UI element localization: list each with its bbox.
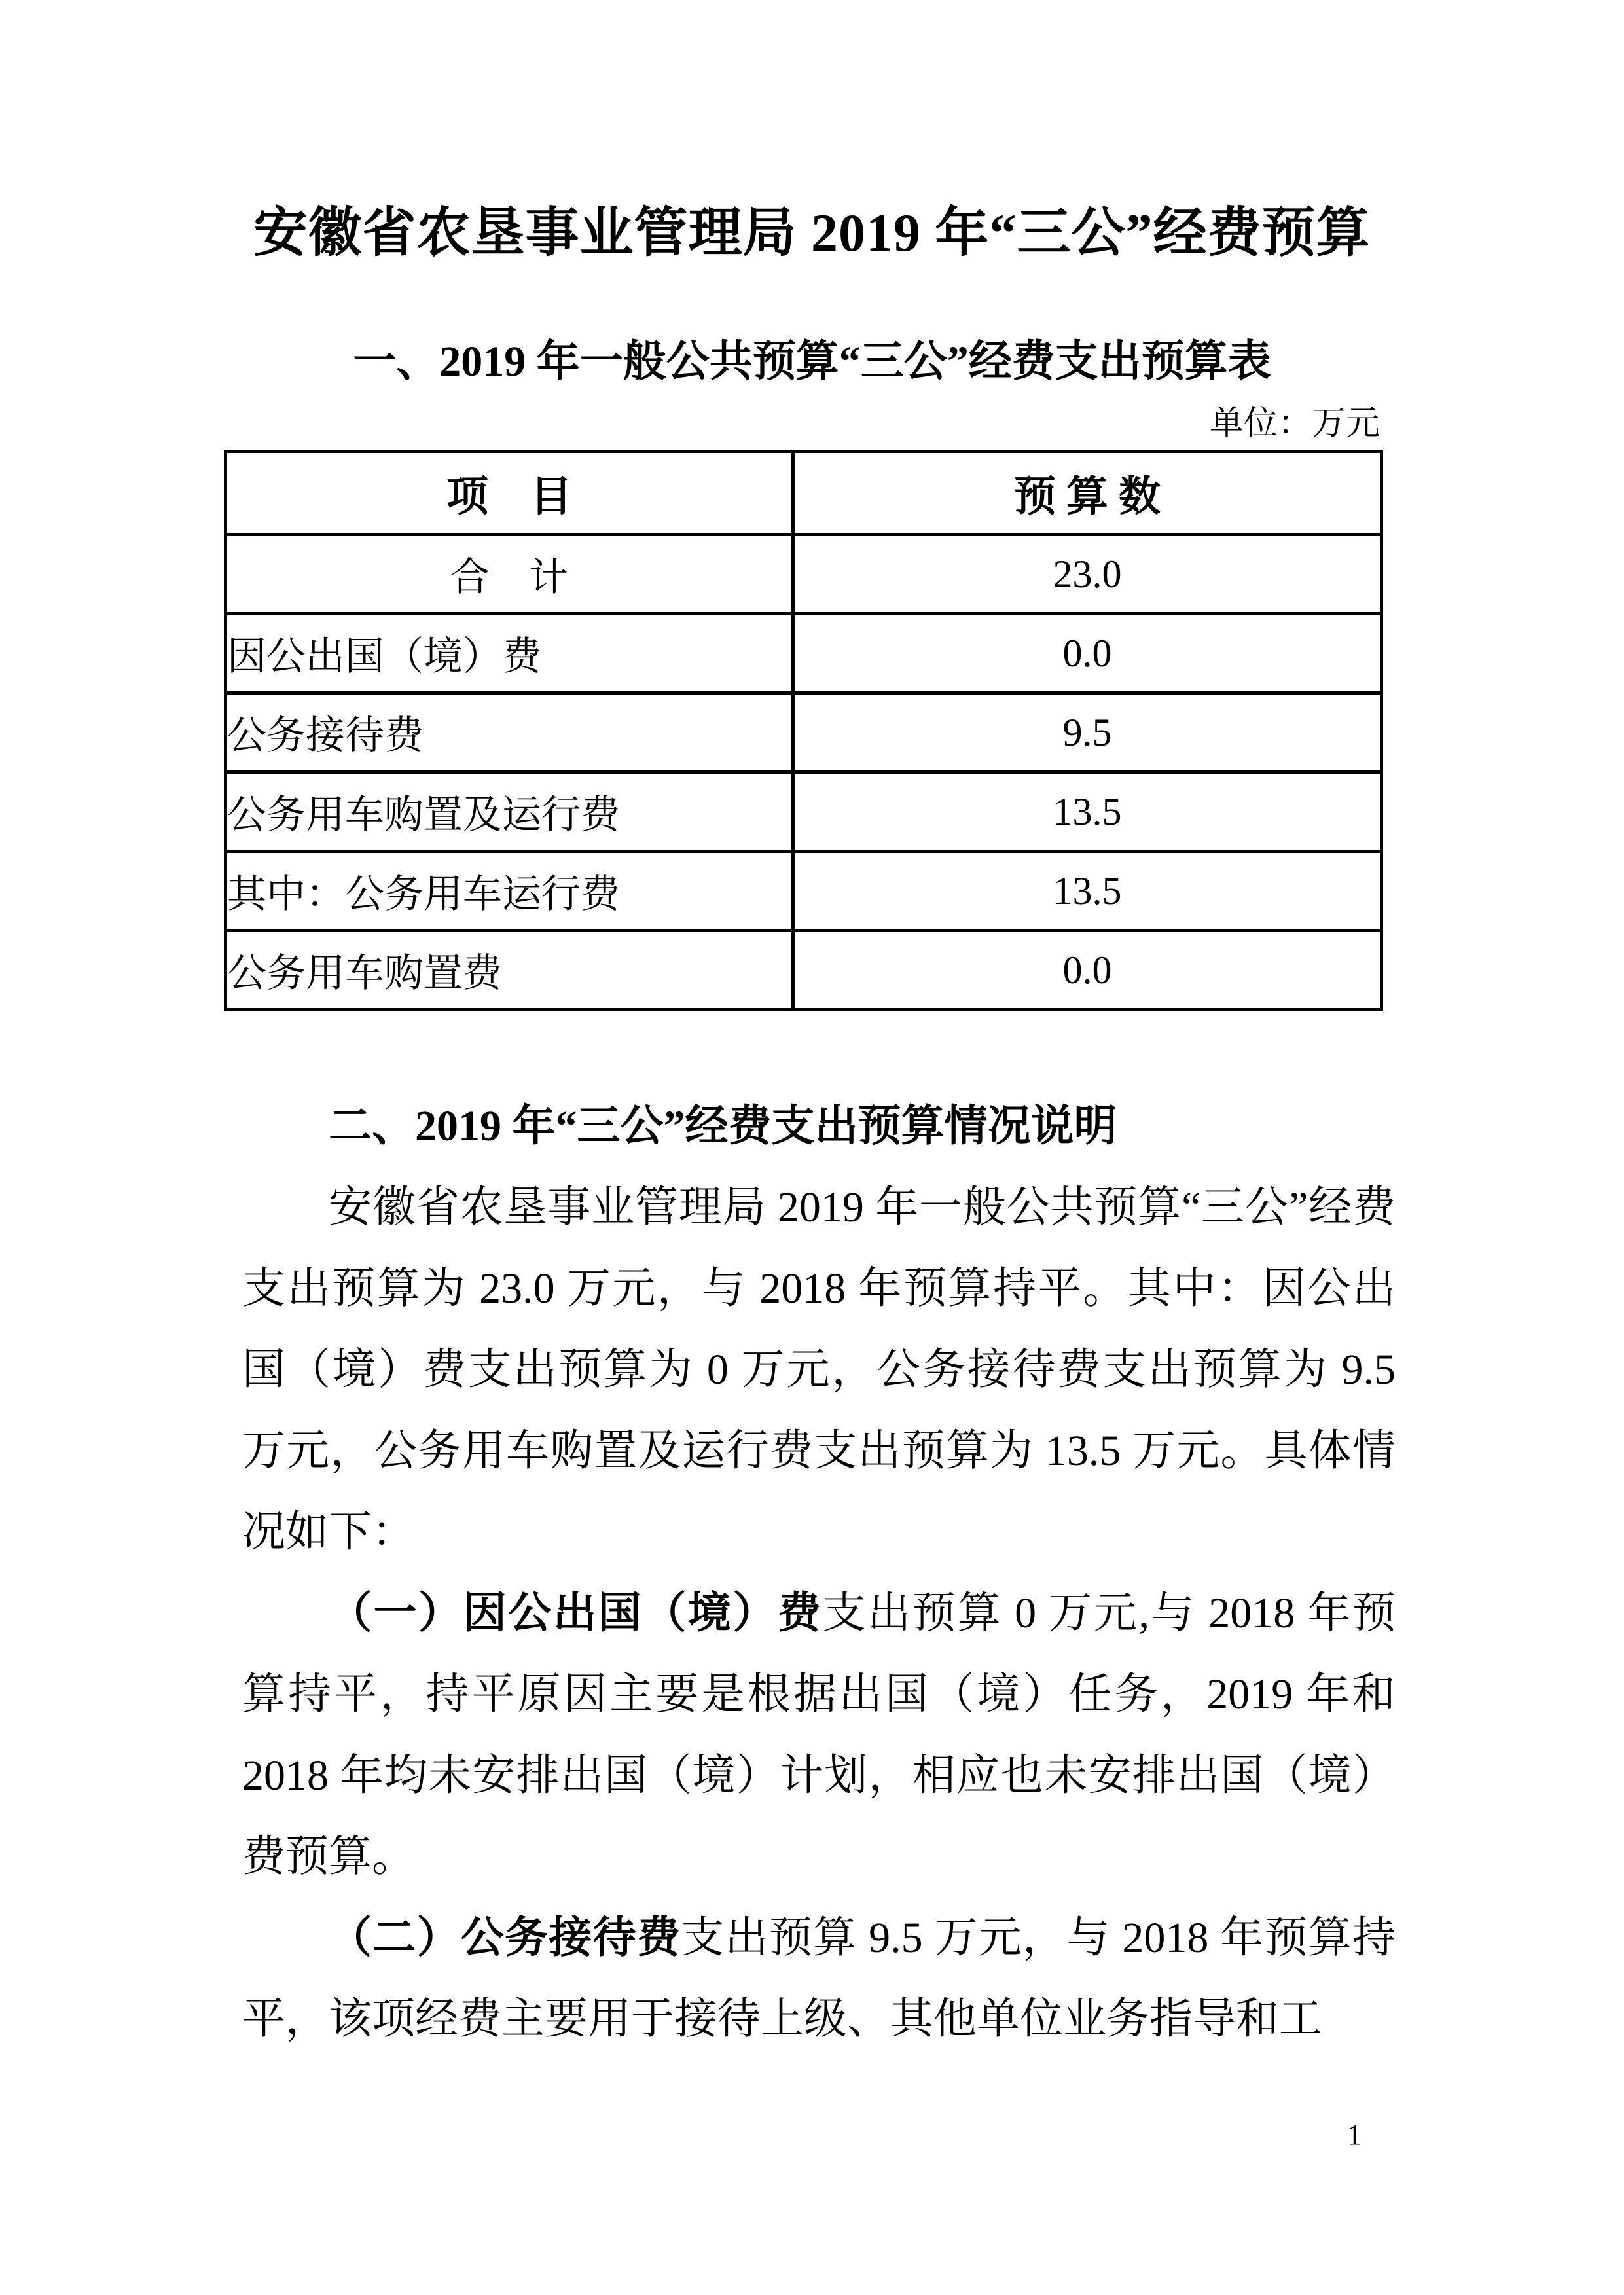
table-row-reception-fee [226,693,1382,772]
paragraph-lead: （一）因公出国（境）费 [329,1589,823,1637]
row-budget-value: 0.0 [793,931,1382,1010]
table-row-abroad-fee [226,614,1382,693]
paragraph-text: 支出预算 0 万元,与 2018 年预算持平，持平原因主要是根据出国（境）任务，2019 年和 2018 年均未安排出国（境）计划，相应也未安排出国（境）费预算。 [242,1589,1396,1881]
row-budget-value: 13.5 [793,772,1382,852]
row-budget-value: 13.5 [793,852,1382,931]
row-item-label: 公务用车购置及运行费 [226,772,793,852]
paragraph-overview [242,1167,1396,1573]
section1-heading: 一、2019 年一般公共预算“三公”经费支出预算表 [353,338,1271,386]
table-row-vehicle-operating [226,852,1382,931]
row-item-label: 其中：公务用车运行费 [226,852,793,931]
page-number: 1 [1347,2119,1362,2151]
section2-explanation [242,1086,1396,2060]
unit-note: 单位：万元 [1209,405,1380,443]
table-header-row [226,452,1382,535]
row-item-label: 公务接待费 [226,693,793,772]
table-row-vehicle-purchase [226,931,1382,1010]
table-row-vehicle-total [226,772,1382,852]
section2-heading: 二、2019 年“三公”经费支出预算情况说明 [329,1102,1117,1150]
row-budget-value: 23.0 [793,535,1382,614]
paragraph-text: 支出预算 9.5 万元，与 2018 年预算持平，该项经费主要用于接待上级、其他单位业务指导和工 [242,1914,1396,2043]
budget-table [224,450,1383,1011]
paragraph-item-2 [242,1898,1396,2060]
column-header-item: 项 目 [226,452,793,535]
paragraph-item-1 [242,1573,1396,1898]
row-item-label: 公务用车购置费 [226,931,793,1010]
paragraph-text: 安徽省农垦事业管理局 2019 年一般公共预算“三公”经费支出预算为 23.0 万元，与 2018 年预算持平。其中：因公出国（境）费支出预算为 0 万元，公务接待费支出预算为 9.5 万元，公务用车购置及运行费支出预算为 13.5 万元。具体情况如下： [242,1184,1396,1556]
row-item-label: 因公出国（境）费 [226,614,793,693]
paragraph-lead: （二）公务接待费 [329,1914,681,1962]
table-row-total [226,535,1382,614]
row-budget-value: 9.5 [793,693,1382,772]
column-header-budget: 预 算 数 [793,452,1382,535]
document-title: 安徽省农垦事业管理局 2019 年“三公”经费预算 [253,203,1371,262]
row-item-label: 合 计 [226,535,793,614]
row-budget-value: 0.0 [793,614,1382,693]
